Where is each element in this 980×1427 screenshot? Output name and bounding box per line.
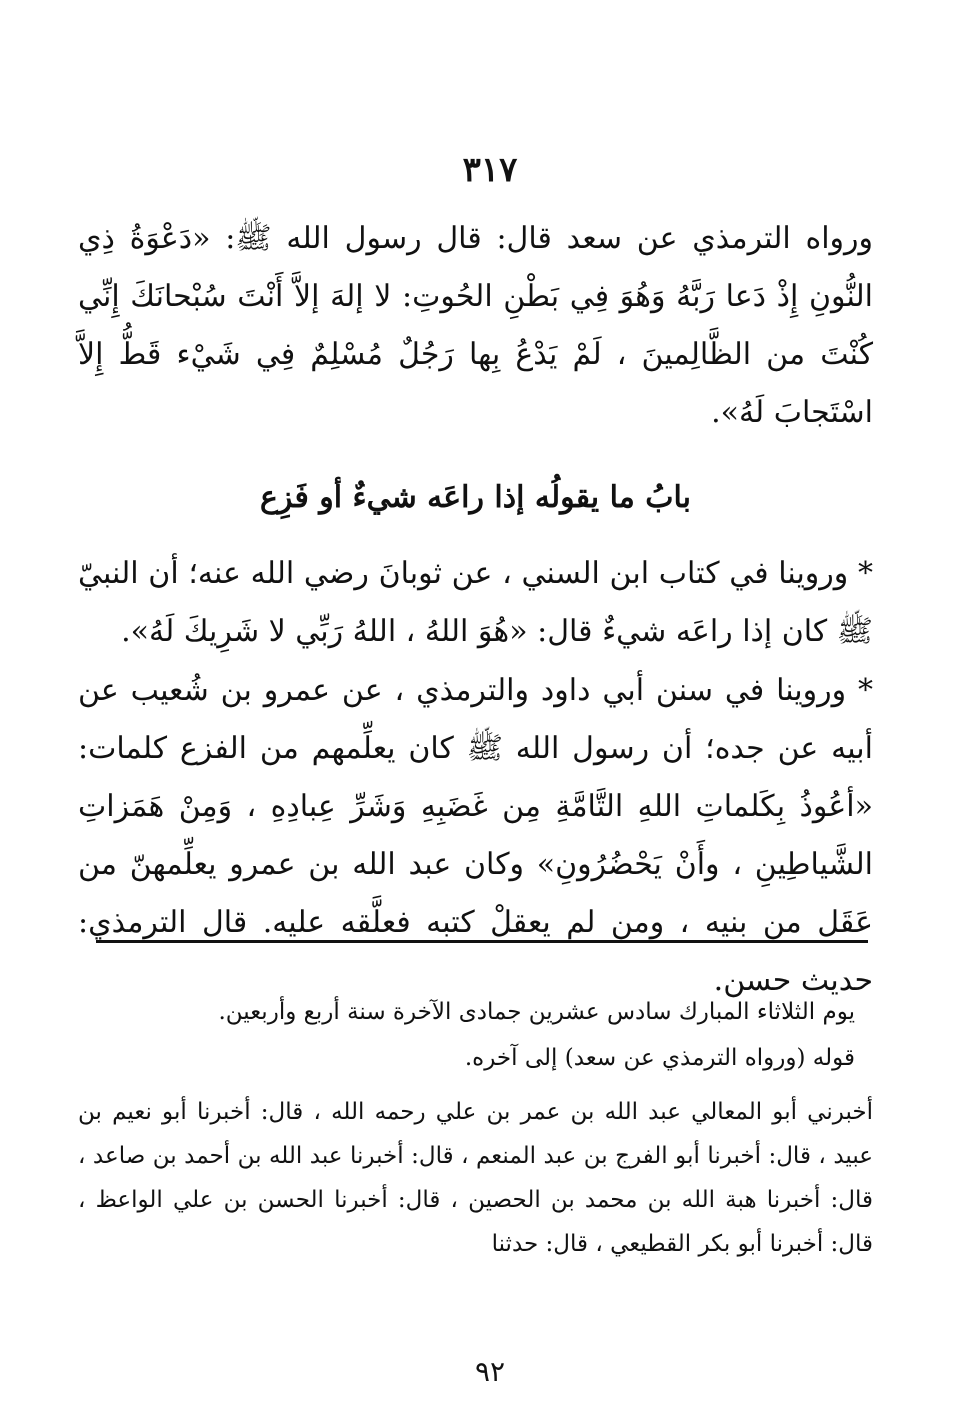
footnote-quote: قوله (ورواه الترمذي عن سعد) إلى آخره. xyxy=(464,1045,855,1071)
chapter-heading: بابُ ما يقولُه إذا راعَه شيءٌ أو فَزِع xyxy=(259,480,691,515)
footnote-chain: أخبرني أبو المعالي عبد الله بن عمر بن علي رحمه الله ، قال: أخبرنا أبو نعيم بن عبيد ، قال: أخبرنا أبو الفرج بن عبد المنعم ، قال: أخبرنا عبد الله بن أحمد بن صاعد ، قال: أخبرنا هبة الله بن محمد بن الحصين ، قال: أخبرنا الحسن بن علي الواعظ ، قال: أخبرنا أبو بكر القطيعي ، قال: حدثنا xyxy=(78,1099,873,1257)
page-number: ٩٢ xyxy=(474,1355,506,1388)
footnote-date: يوم الثلاثاء المبارك سادس عشرين جمادى الآخرة سنة أربع وأربعين. xyxy=(218,999,855,1025)
paragraph-abu-dawud: * وروينا في سنن أبي داود والترمذي ، عن عمرو بن شُعيب عن أبيه عن جده؛ أن رسول الله ﷺ كان يعلِّمهم من الفزع كلمات: «أعُوذُ بِكَلماتِ اللهِ التَّامَّةِ مِن غَضَبِهِ وَشَرِّ عِبادِهِ ، وَمِنْ هَمَزاتِ الشَّياطِينِ ، وأَنْ يَحْضُرُونِ» وكان عبد الله بن عمرو يعلِّمهنّ من عَقَل من بنيه ، ومن لم يعقلْ كتبه فعلَّقه عليه. قال الترمذي: حديث حسن. xyxy=(78,673,873,998)
opening-paragraph: ورواه الترمذي عن سعد قال: قال رسول الله ﷺ: «دَعْوَةُ ذِي النُّونِ إِذْ دَعا رَبَّهُ وَهُوَ فِي بَطْنِ الحُوتِ: لا إلهَ إلاَّ أَنْتَ سُبْحانَكَ إِنِّي كُنْتَ من الظَّالِمينَ ، لَمْ يَدْعُ بِها رَجُلٌ مُسْلِمٌ فِي شَيْء قَطُّ إِلاَّ اسْتَجابَ لَهُ». xyxy=(78,221,873,430)
hadith-number: ٣١٧ xyxy=(462,150,518,190)
paragraph-ibn-sunni: * وروينا في كتاب ابن السني ، عن ثوبانَ رضي الله عنه؛ أن النبيّ ﷺ كان إذا راعَه شيءٌ قال: «هُوَ اللهُ ، اللهُ رَبِّي لا شَرِيكَ لَهُ». xyxy=(78,556,873,649)
footnote-divider xyxy=(96,940,868,943)
